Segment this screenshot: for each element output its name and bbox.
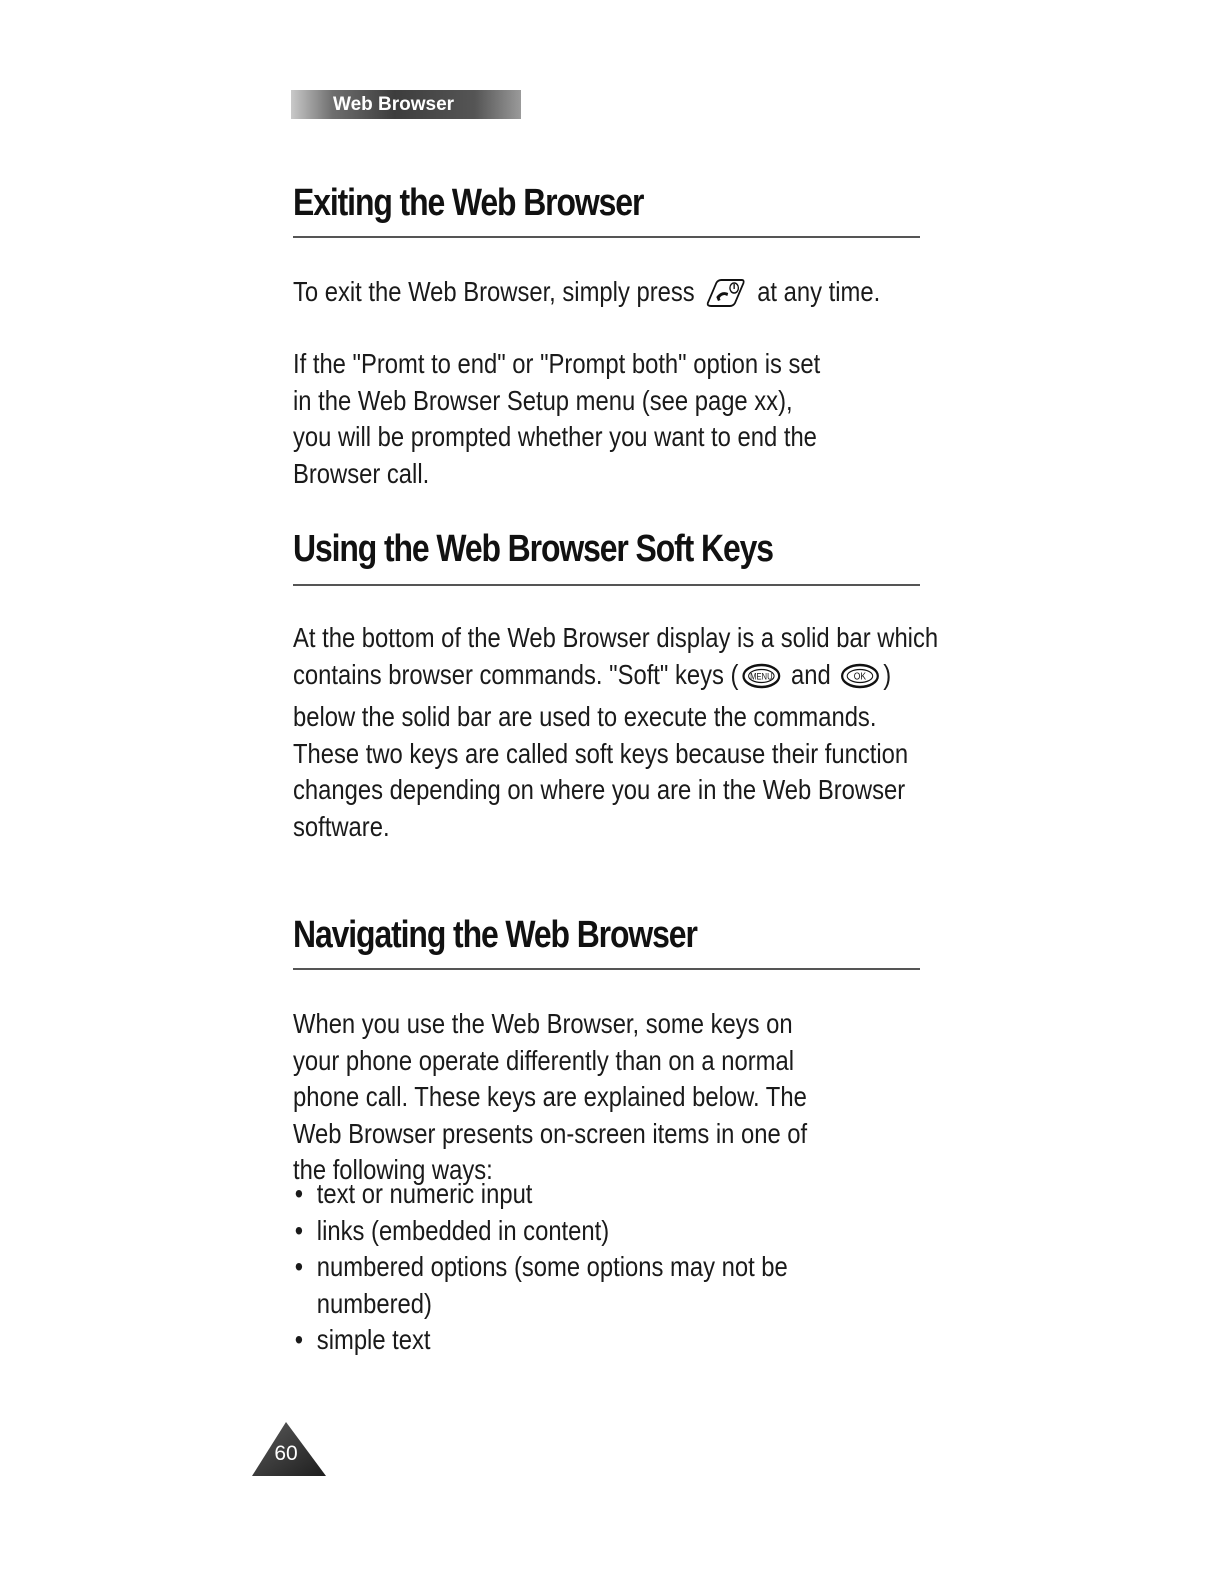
page-number-badge — [252, 1420, 328, 1478]
paragraph-exit-press — [293, 274, 939, 317]
page-number: 60 — [274, 1442, 298, 1465]
list-item: • text or numeric input — [293, 1176, 837, 1213]
heading-rule — [293, 968, 920, 970]
end-call-key-icon — [705, 277, 748, 317]
paragraph-text: ) below the solid bar are used to execute the commands. These two keys are called soft keys because their function changes depending on where you are in the Web Browser software. — [293, 658, 909, 842]
menu-key-icon — [742, 662, 781, 700]
paragraph-exit-prompt: If the "Promt to end" or "Prompt both" option is set in the Web Browser Setup menu (see page xx), you will be prompted whether you want to end the Browser call. — [293, 348, 821, 489]
paragraph-text: and — [790, 658, 831, 690]
ok-key-icon — [841, 662, 880, 700]
heading-soft-keys: Using the Web Browser Soft Keys — [293, 528, 773, 570]
paragraph-navigating: When you use the Web Browser, some keys on your phone operate differently than on a normal phone call. These keys are explained below. The Web Browser presents on-screen items in one of the following ways: — [293, 1008, 808, 1185]
section-tab-label: Web Browser — [333, 94, 455, 115]
heading-rule — [293, 584, 920, 586]
paragraph-text: at any time. — [757, 276, 881, 307]
heading-navigating: Navigating the Web Browser — [293, 914, 697, 956]
paragraph-text: At the bottom of the Web Browser display is a solid bar which contains browser commands. "Soft" keys ( — [293, 622, 939, 690]
list-item: • simple text — [293, 1322, 837, 1359]
paragraph-text: To exit the Web Browser, simply press — [293, 276, 695, 307]
list-item: • numbered options (some options may not be numbered) — [293, 1249, 837, 1322]
paragraph-soft-keys — [293, 620, 948, 845]
menu-key-label: MENU — [750, 670, 773, 682]
heading-exiting: Exiting the Web Browser — [293, 182, 644, 224]
ok-key-label: OK — [854, 670, 867, 682]
heading-rule — [293, 236, 920, 238]
section-tab — [291, 90, 521, 119]
list-item: • links (embedded in content) — [293, 1213, 837, 1250]
bullet-list — [293, 1176, 837, 1359]
